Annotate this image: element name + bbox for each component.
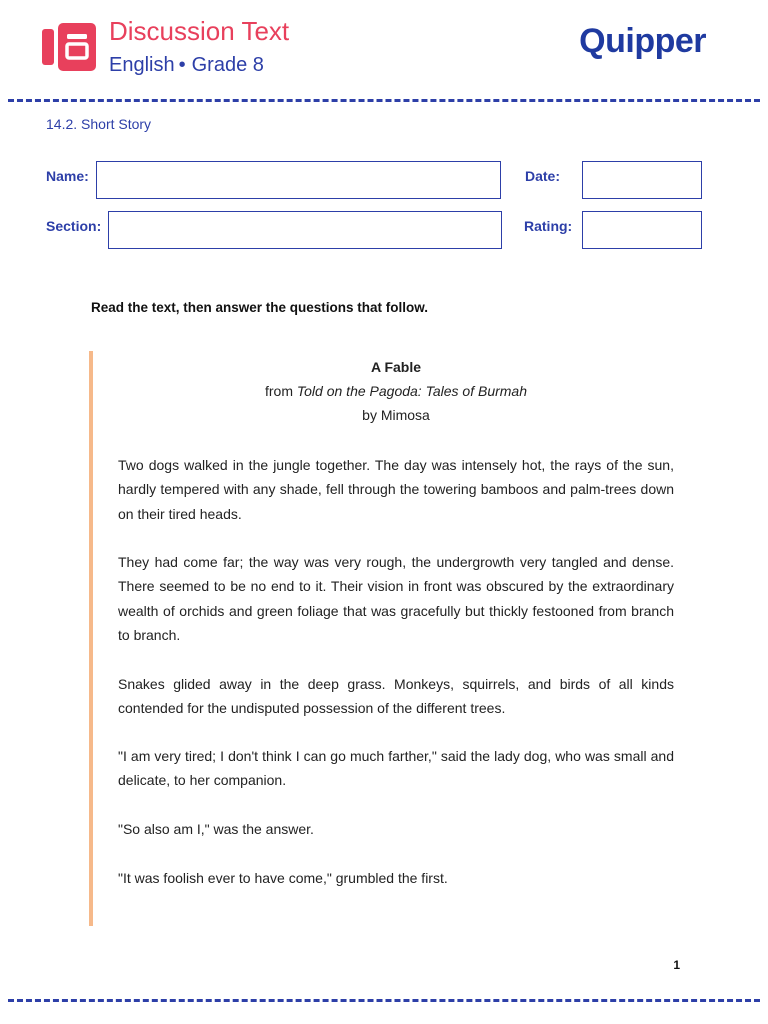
section-field[interactable] xyxy=(108,211,502,249)
story-title: A Fable xyxy=(370,359,422,375)
story-paragraph: "I am very tired; I don't think I can go much farther," said the lady dog, who was small and delicate, to her companion. xyxy=(118,748,674,789)
story-paragraph: "It was foolish ever to have come," grumbled the first. xyxy=(118,870,448,886)
story-paragraph: Two dogs walked in the jungle together. The day was intensely hot, the rays of the sun, hardly tempered with any shade, fell through the towering bamboos and palm-trees down on their tired heads. xyxy=(118,457,674,522)
brand-logo: Quipper xyxy=(579,22,706,60)
grade: Grade 8 xyxy=(191,54,264,76)
story-paragraph: "So also am I," was the answer. xyxy=(118,821,314,837)
quote-accent-bar xyxy=(89,351,93,926)
date-label: Date: xyxy=(525,168,561,184)
page-number: 1 xyxy=(673,958,680,972)
rating-field[interactable] xyxy=(582,211,702,249)
story-paragraph: Snakes glided away in the deep grass. Monkeys, squirrels, and birds of all kinds contended for the undisputed possession of the different trees. xyxy=(118,676,674,717)
story-source xyxy=(118,383,674,399)
date-field[interactable] xyxy=(582,161,702,199)
book-bookmark-icon xyxy=(42,23,96,71)
name-label: Name: xyxy=(46,168,89,184)
document-title: Discussion Text xyxy=(109,16,290,46)
subject-grade xyxy=(109,54,264,77)
source-prefix: from xyxy=(264,383,297,399)
separator-dot: • xyxy=(178,54,186,76)
source-title: Told on the Pagoda: Tales of Burmah xyxy=(296,383,527,399)
bottom-divider xyxy=(8,999,760,1002)
instruction-text: Read the text, then answer the questions that follow. xyxy=(91,300,429,315)
rating-label: Rating: xyxy=(524,218,573,234)
story-author: by Mimosa xyxy=(362,407,430,423)
section-label: 14.2. Short Story xyxy=(46,116,152,132)
subject: English xyxy=(109,54,175,76)
name-field[interactable] xyxy=(96,161,501,199)
top-divider xyxy=(8,99,760,102)
section-field-label: Section: xyxy=(46,218,102,234)
story-paragraph: They had come far; the way was very rough, the undergrowth very tangled and dense. There seemed to be no end to it. Their vision in front was obscured by the extraordinary wealth of orchids and green foliage that was gracefully but thickly festooned from branch to branch. xyxy=(118,554,674,643)
